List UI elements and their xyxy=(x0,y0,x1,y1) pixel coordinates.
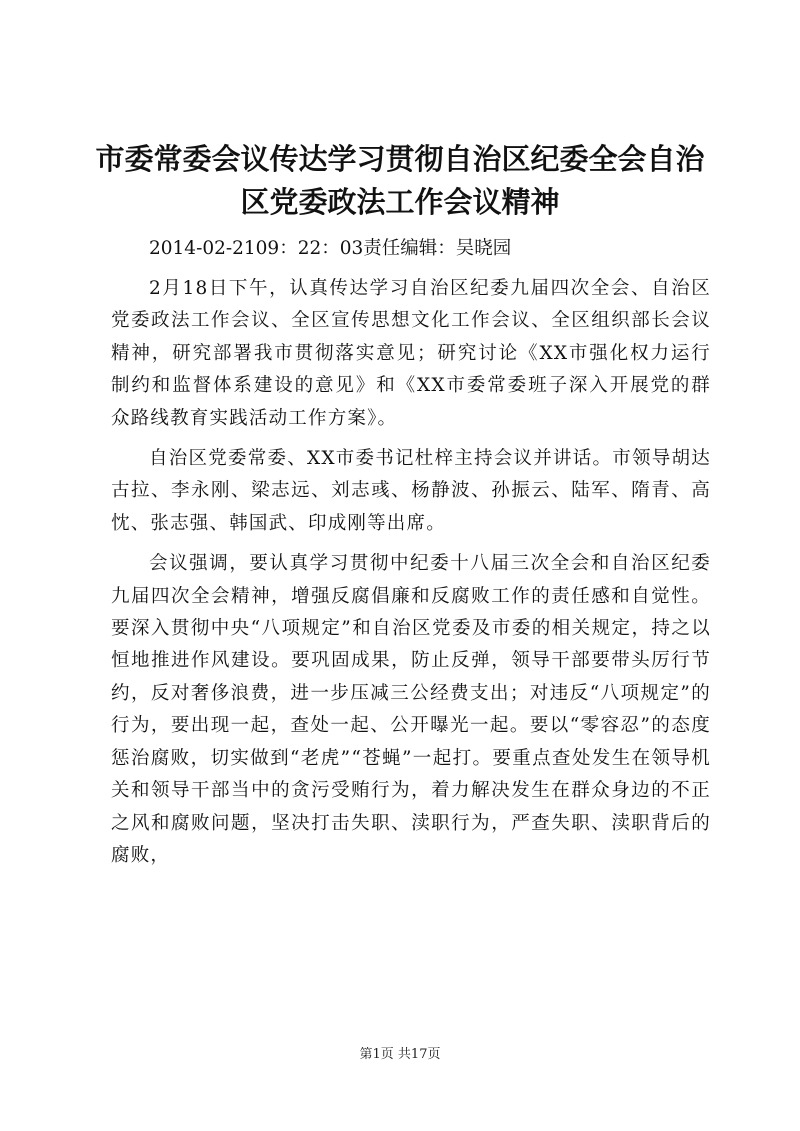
paragraph-2: 自治区党委常委、XX市委书记杜梓主持会议并讲话。市领导胡达古拉、李永刚、梁志远、刘志彧、杨静波、孙振云、陆军、隋青、高忱、张志强、韩国武、印成刚等出席。 xyxy=(111,448,711,534)
article-meta: 2014-02-2109：22：03责任编辑：吴晓园 xyxy=(149,238,512,259)
page-number: 第1页 共17页 xyxy=(359,1047,441,1062)
paragraph-1: 2月18日下午，认真传达学习自治区纪委九届四次全会、自治区党委政法工作会议、全区宣传思想文化工作会议、全区组织部长会议精神，研究部署我市贯彻落实意见；研究讨论《XX市强化权力运行制约和监督体系建设的意见》和《XX市委常委班子深入开展党的群众路线教育实践活动工作方案》。 xyxy=(111,278,711,429)
page-title: 市委常委会议传达学习贯彻自治区纪委全会自治区党委政法工作会议精神 xyxy=(95,142,705,219)
paragraph-3: 会议强调，要认真学习贯彻中纪委十八届三次全会和自治区纪委九届四次全会精神，增强反腐倡廉和反腐败工作的责任感和自觉性。要深入贯彻中央“八项规定”和自治区党委及市委的相关规定，持之以恒地推进作风建设。要巩固成果，防止反弹，领导干部要带头厉行节约，反对奢侈浪费，进一步压减三公经费支出；对违反“八项规定”的行为，要出现一起，查处一起、公开曝光一起。要以“零容忍”的态度惩治腐败，切实做到“老虎”“苍蝇”一起打。要重点查处发生在领导机关和领导干部当中的贪污受贿行为，着力解决发生在群众身边的不正之风和腐败问题，坚决打击失职、渎职行为，严查失职、渎职背后的腐败， xyxy=(111,553,711,866)
article-body xyxy=(111,273,711,880)
